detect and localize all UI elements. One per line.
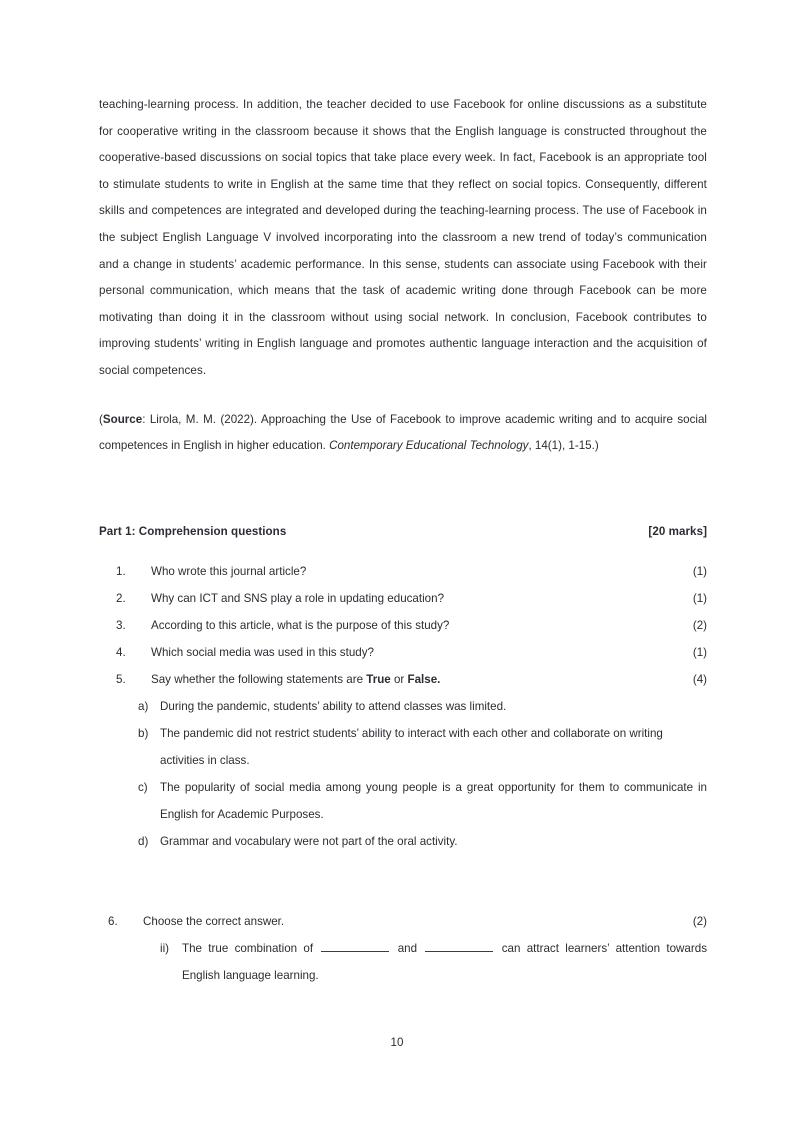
question-number: 4.	[116, 645, 126, 659]
statement-item	[138, 720, 707, 774]
part1-title: Part 1: Comprehension questions	[99, 524, 287, 538]
question-text: Who wrote this journal article?	[151, 564, 307, 578]
question-item	[99, 639, 707, 666]
question6-sub-item	[160, 935, 707, 989]
question-marks: (2)	[692, 618, 707, 632]
source-journal-title: Contemporary Educational Technology	[329, 439, 529, 453]
fill-in-blank-1[interactable]	[321, 940, 389, 952]
question-text: Which social media was used in this study?	[151, 645, 374, 659]
question-marks: (4)	[692, 672, 707, 686]
source-citation-part1: : Lirola, M. M. (2022). Approaching the Use of Facebook to improve academic writing and to acquire social competences in English in higher education.	[99, 412, 707, 453]
statement-text: The popularity of social media among young people is a great opportunity for them to communicate in English for Academic Purposes.	[160, 780, 707, 821]
question-text	[151, 666, 693, 693]
statement-text: During the pandemic, students’ ability to attend classes was limited.	[160, 699, 507, 713]
sub-item-text-after: can attract learners’ attention towards English language learning.	[182, 941, 707, 982]
page-content	[99, 92, 707, 989]
sub-item-text	[182, 935, 707, 989]
question-number: 3.	[116, 618, 126, 632]
question-marks: (1)	[692, 645, 707, 659]
question-item	[99, 585, 707, 612]
question-list	[99, 558, 707, 989]
question5-text-before: Say whether the following statements are	[151, 672, 367, 686]
question-item	[99, 558, 707, 585]
question-number: 5.	[116, 672, 126, 686]
statement-label: b)	[138, 726, 149, 740]
question-text: Choose the correct answer.	[143, 914, 285, 928]
sub-item-text-before: The true combination of	[182, 941, 320, 955]
part1-header	[99, 522, 707, 542]
question-marks: (1)	[692, 564, 707, 578]
question-item	[99, 612, 707, 639]
statement-item	[138, 774, 707, 828]
source-label: Source	[102, 412, 143, 426]
statement-item	[138, 693, 707, 720]
question-number: 2.	[116, 591, 126, 605]
source-citation	[99, 407, 707, 460]
part1-marks: [20 marks]	[648, 524, 707, 538]
statement-text: Grammar and vocabulary were not part of the oral activity.	[160, 834, 458, 848]
question5-false-word: False.	[407, 672, 441, 686]
statement-label: a)	[138, 699, 149, 713]
source-citation-part2: , 14(1), 1-15.)	[528, 439, 599, 453]
question-text: Why can ICT and SNS play a role in updating education?	[151, 591, 445, 605]
question-number: 6.	[108, 914, 118, 928]
question-marks: (2)	[692, 914, 707, 928]
statement-label: d)	[138, 834, 149, 848]
statement-item	[138, 828, 707, 855]
statement-label: c)	[138, 780, 148, 794]
question-item-5	[99, 666, 707, 693]
question-text: According to this article, what is the purpose of this study?	[151, 618, 450, 632]
sub-item-text-middle: and	[391, 941, 424, 955]
question-marks: (1)	[692, 591, 707, 605]
page-number: 10	[390, 1036, 404, 1049]
question6-block	[99, 908, 707, 989]
question-item-6	[99, 908, 707, 935]
fill-in-blank-2[interactable]	[425, 940, 493, 952]
body-paragraph-continuation: teaching-learning process. In addition, the teacher decided to use Facebook for online discussions as a substitute for cooperative writing in the classroom because it shows that the English language is constructed throughout the cooperative-based discussions on social topics that take place every week. In fact, Facebook is an appropriate tool to stimulate students to write in English at the same time that they reflect on social topics. Consequently, different skills and competences are integrated and developed during the teaching-learning process. The use of Facebook in the subject English Language V involved incorporating into the classroom a new trend of today’s communication and a change in students’ academic performance. In this sense, students can associate using Facebook with their personal communication, which means that the task of academic writing done through Facebook can be more motivating than doing it in the classroom without using social network. In conclusion, Facebook contributes to improving students’ writing in English language and promotes authentic language interaction and the acquisition of social competences.	[99, 98, 707, 377]
source-open-paren: (	[99, 412, 103, 426]
question5-true-word: True	[366, 672, 391, 686]
sub-item-label: ii)	[160, 941, 170, 955]
question5-statement-list	[99, 693, 707, 855]
question-number: 1.	[116, 564, 126, 578]
statement-text: The pandemic did not restrict students’ ability to interact with each other and collaborate on writing activities in class.	[160, 726, 663, 767]
question5-text-middle: or	[390, 672, 408, 686]
